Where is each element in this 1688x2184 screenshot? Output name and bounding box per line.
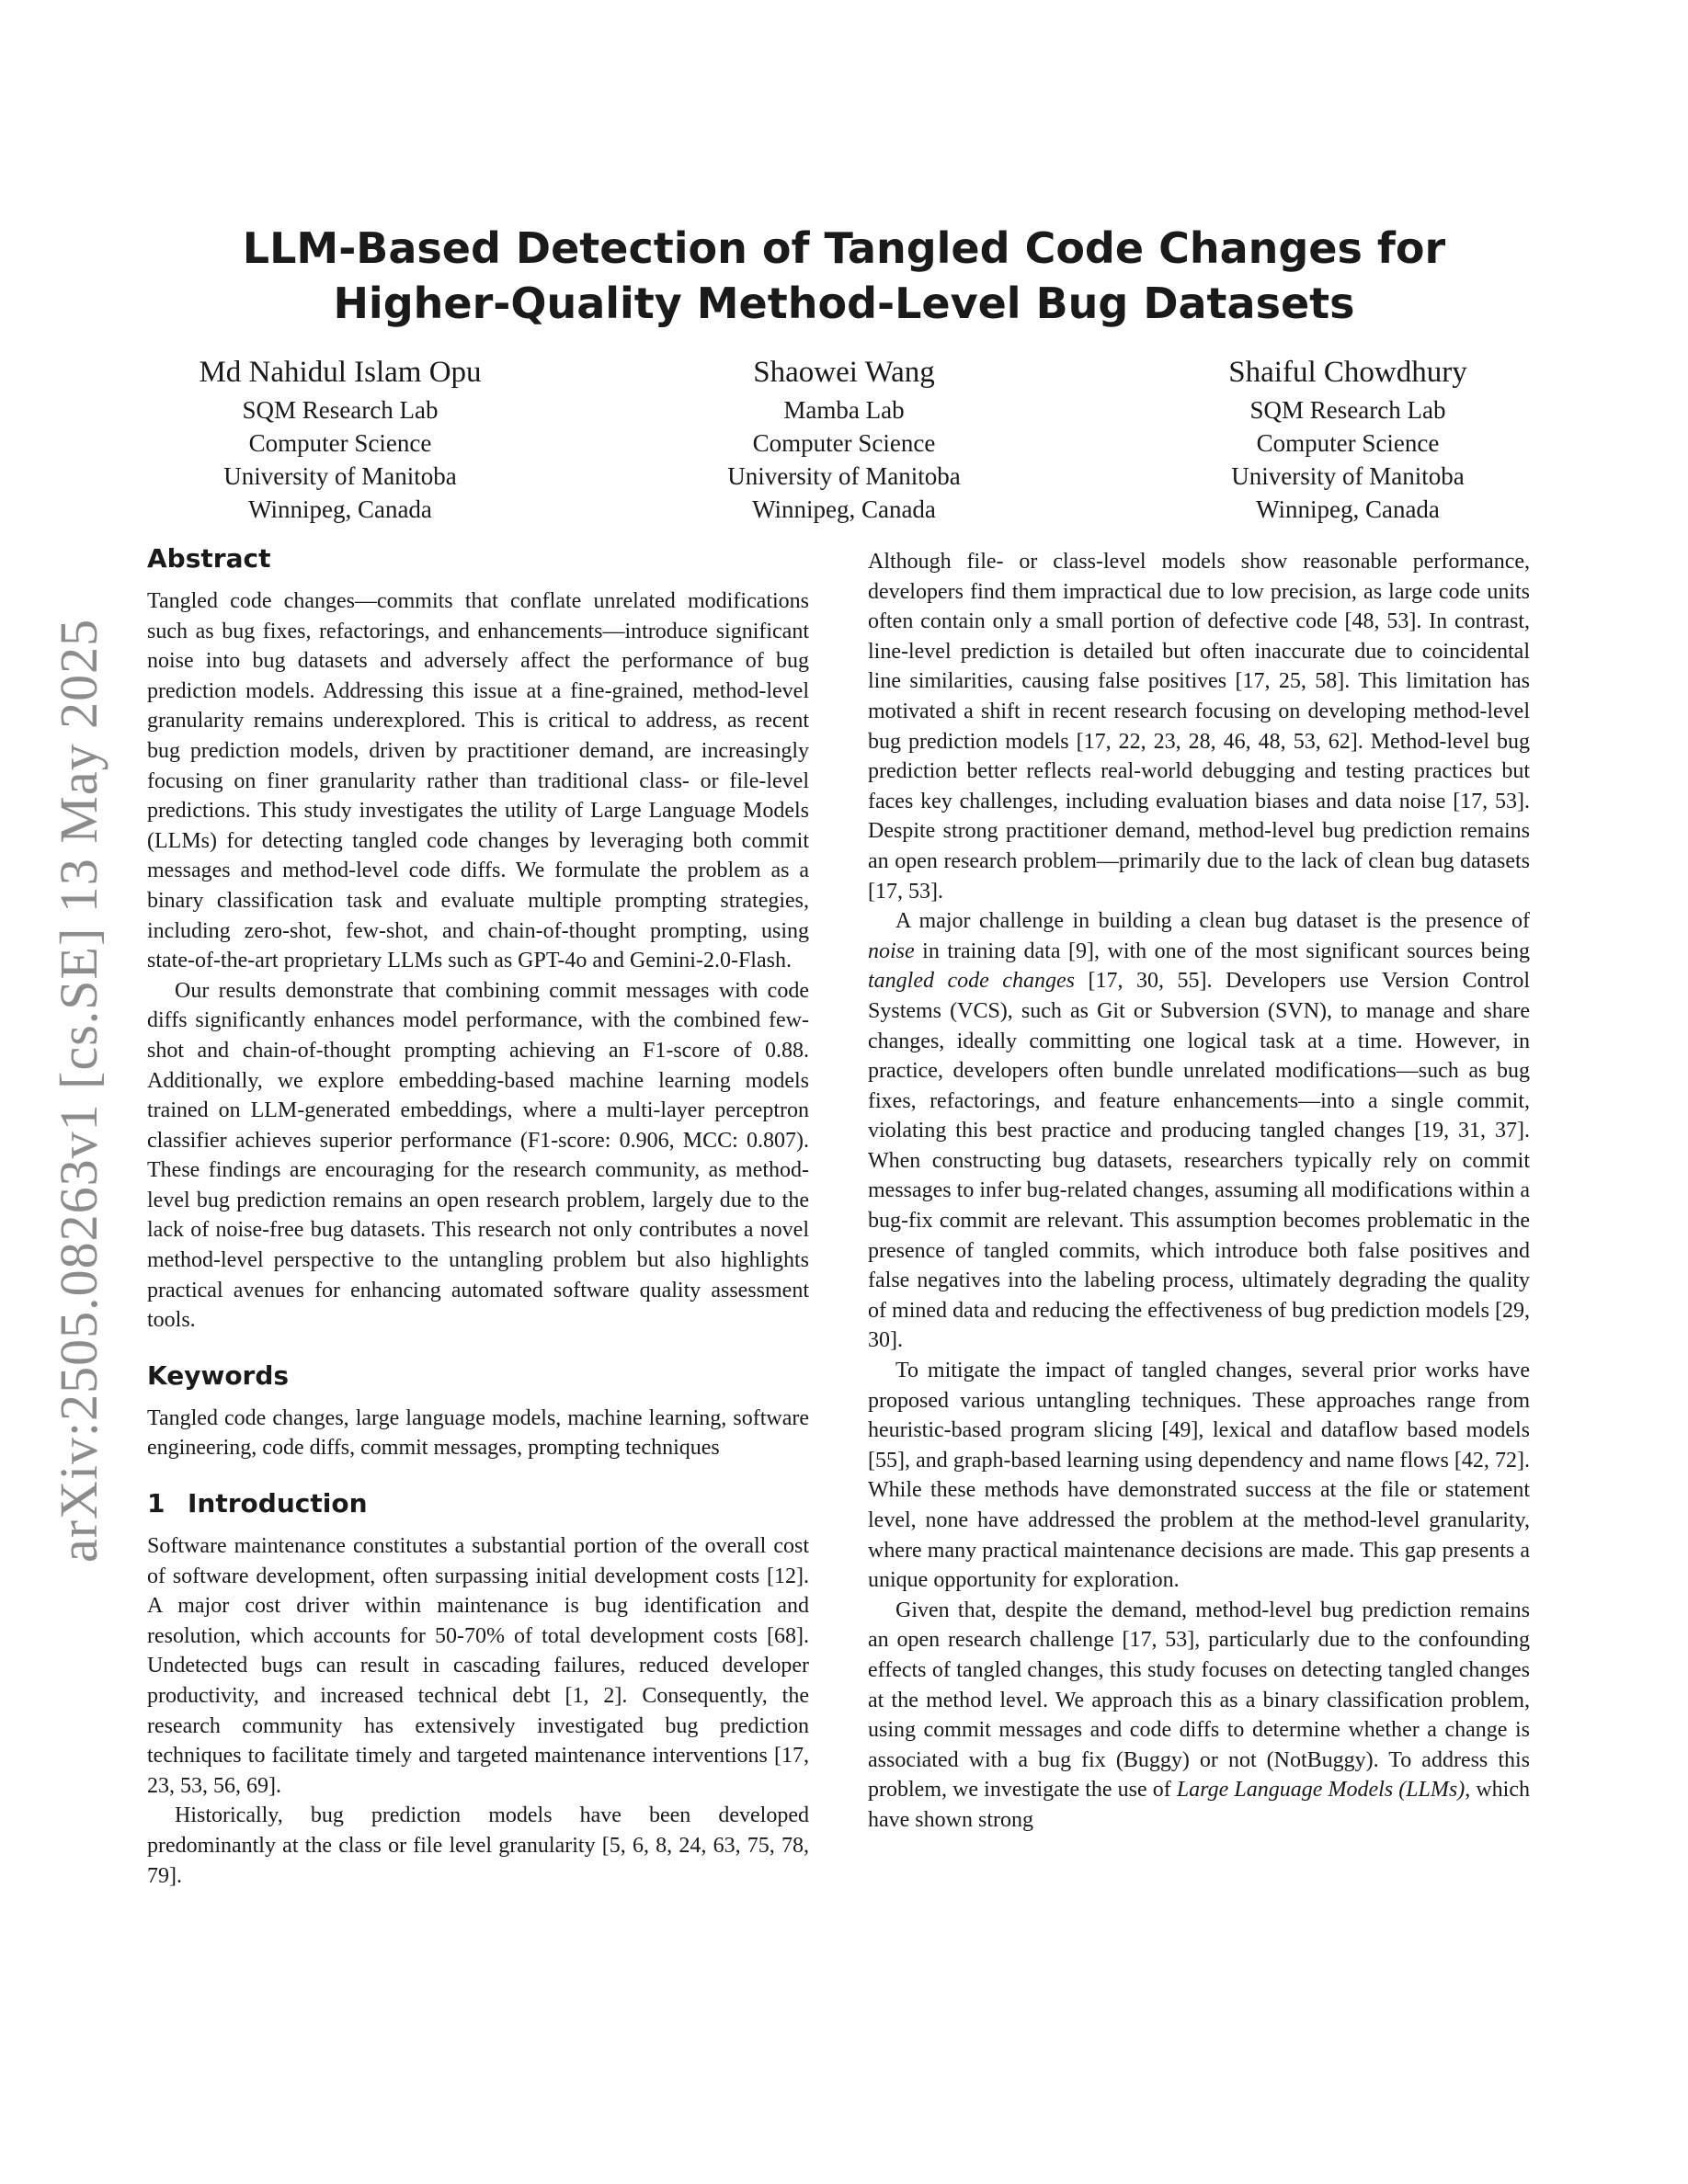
intro-paragraph-1: Software maintenance constitutes a substantial portion of the overall cost of software development, often surpassing initial development costs [12]. A major cost driver within maintenance is bug identification and resolution, which accounts for 50-70% of total development costs [68]. Undetected bugs can result in cascading failures, reduced developer productivity, and increased technical debt [1, 2]. Consequently, the research community has extensively investigated bug prediction techniques to facilitate timely and targeted maintenance interventions [17, 23, 53, 56, 69]. — [147, 1534, 809, 1798]
author-univ: University of Manitoba — [1231, 462, 1465, 490]
author-location: Winnipeg, Canada — [1256, 495, 1440, 523]
keywords-text: Tangled code changes, large language models, machine learning, software engineering, code diffs, commit messages, prompting techniques — [147, 1405, 809, 1461]
author-location: Winnipeg, Canada — [248, 495, 432, 523]
abstract-paragraph-2: Our results demonstrate that combining commit messages with code diffs significantly enhances model performance, with the combined few-shot and chain-of-thought prompting achieving an F1-score of 0.88. Additionally, we explore embedding-based machine learning models trained on LLM-generated embeddings, where a multi-layer perceptron classifier achieves superior performance (F1-score: 0.906, MCC: 0.807). These findings are encouraging for the research community, as method-level bug prediction remains an open research problem, largely due to the lack of noise-free bug datasets. This research not only contributes a novel method-level perspective to the untangling problem but also highlights practical avenues for enhancing automated software quality assessment tools. — [147, 978, 809, 1333]
author-dept: Computer Science — [1256, 429, 1440, 457]
left-column — [147, 542, 809, 1891]
intro-paragraph-2: Historically, bug prediction models have been developed predominantly at the class or file level granularity [5, 6, 8, 24, 63, 75, 78, 79]. — [147, 1803, 809, 1888]
author-block — [147, 353, 1541, 526]
author-location: Winnipeg, Canada — [752, 495, 936, 523]
author-name: Shaowei Wang — [753, 356, 935, 389]
title-line-2: Higher-Quality Method-Level Bug Datasets — [333, 279, 1355, 328]
paper-title — [147, 221, 1541, 331]
author-univ: University of Manitoba — [223, 462, 457, 490]
section-title: Introduction — [188, 1488, 368, 1519]
arxiv-identifier: arXiv:2505.08263v1 [cs.SE] 13 May 2025 — [49, 618, 108, 1563]
author-lab: SQM Research Lab — [242, 396, 439, 424]
intro-paragraph-6: Given that, despite the demand, method-level bug prediction remains an open research challenge [17, 53], particularly due to the confounding effects of tangled changes, this study focuses on detecting tangled changes at the method level. We approach this as a binary classification problem, using commit messages and code diffs to determine whether a change is associated with a bug fix (Buggy) or not (NotBuggy). To address this problem, we investigate the use of Large Language Models (LLMs), which have shown strong — [868, 1598, 1530, 1832]
author-dept: Computer Science — [752, 429, 936, 457]
intro-paragraph-5: To mitigate the impact of tangled changes, several prior works have proposed various untangling techniques. These approaches range from heuristic-based program slicing [49], lexical and dataflow based models [55], and graph-based learning using dependency and name flows [42, 72]. While these methods have demonstrated success at the file or statement level, none have addressed the problem at the method-level granularity, where many practical maintenance decisions are made. This gap presents a unique opportunity for exploration. — [868, 1359, 1530, 1593]
author-lab: SQM Research Lab — [1249, 396, 1446, 424]
introduction-heading — [147, 1487, 809, 1520]
author-2 — [651, 353, 1037, 526]
right-column — [868, 547, 1530, 1836]
author-lab: Mamba Lab — [783, 396, 905, 424]
emphasis-llms: Large Language Models (LLMs) — [1176, 1778, 1466, 1803]
author-univ: University of Manitoba — [727, 462, 961, 490]
keywords-heading: Keywords — [147, 1359, 290, 1391]
title-line-1: LLM-Based Detection of Tangled Code Changes for — [242, 223, 1446, 273]
emphasis-noise: noise — [868, 938, 915, 963]
author-name: Md Nahidul Islam Opu — [199, 356, 482, 389]
intro-paragraph-3: Although file- or class-level models show reasonable performance, developers find them impractical due to low precision, as large code units often contain only a small portion of defective code [48, 53]. In contrast, line-level prediction is detailed but often inaccurate due to coincidental line similarities, causing false positives [17, 25, 58]. This limitation has motivated a shift in recent research focusing on developing method-level bug prediction models [17, 22, 23, 28, 46, 48, 53, 62]. Method-level bug prediction better reflects real-world debugging and testing practices but faces key challenges, including evaluation biases and data noise [17, 53]. Despite strong practitioner demand, method-level bug prediction remains an open research problem—primarily due to the lack of clean bug datasets [17, 53]. — [868, 550, 1530, 904]
section-number: 1 — [147, 1488, 165, 1519]
intro-paragraph-4: A major challenge in building a clean bug dataset is the presence of noise in training data [9], with one of the most significant sources being tangled code changes [17, 30, 55]. Developers use Version Control Systems (VCS), such as Git or Subversion (SVN), to manage and share changes, ideally committing one logical task at a time. However, in practice, developers often bundle unrelated modifications—such as bug fixes, refactorings, and feature enhancements—into a single commit, violating this best practice and producing tangled changes [19, 31, 37]. When constructing bug datasets, researchers typically rely on commit messages to infer bug-related changes, assuming all modifications within a bug-fix commit are relevant. This assumption becomes problematic in the presence of tangled commits, which introduce both false positives and false negatives into the labeling process, ultimately degrading the quality of mined data and reducing the effectiveness of bug prediction models [29, 30]. — [868, 909, 1530, 1353]
author-dept: Computer Science — [248, 429, 432, 457]
author-name: Shaiful Chowdhury — [1228, 356, 1467, 389]
author-3 — [1155, 353, 1541, 526]
abstract-heading: Abstract — [147, 543, 271, 574]
emphasis-tangled-code-changes: tangled code changes — [868, 969, 1075, 994]
author-1 — [147, 353, 533, 526]
abstract-paragraph-1: Tangled code changes—commits that conflate unrelated modifications such as bug fixes, refactorings, and enhancements—introduce significant noise into bug datasets and adversely affect the performance of bug prediction models. Addressing this issue at a fine-grained, method-level granularity remains underexplored. This is critical to address, as recent bug prediction models, driven by practitioner demand, are increasingly focusing on finer granularity rather than traditional class- or file-level predictions. This study investigates the utility of Large Language Models (LLMs) for detecting tangled code changes by leveraging both commit messages and method-level code diffs. We formulate the problem as a binary classification task and evaluate multiple prompting strategies, including zero-shot, few-shot, and chain-of-thought prompting, using state-of-the-art proprietary LLMs such as GPT-4o and Gemini-2.0-Flash. — [147, 589, 809, 973]
